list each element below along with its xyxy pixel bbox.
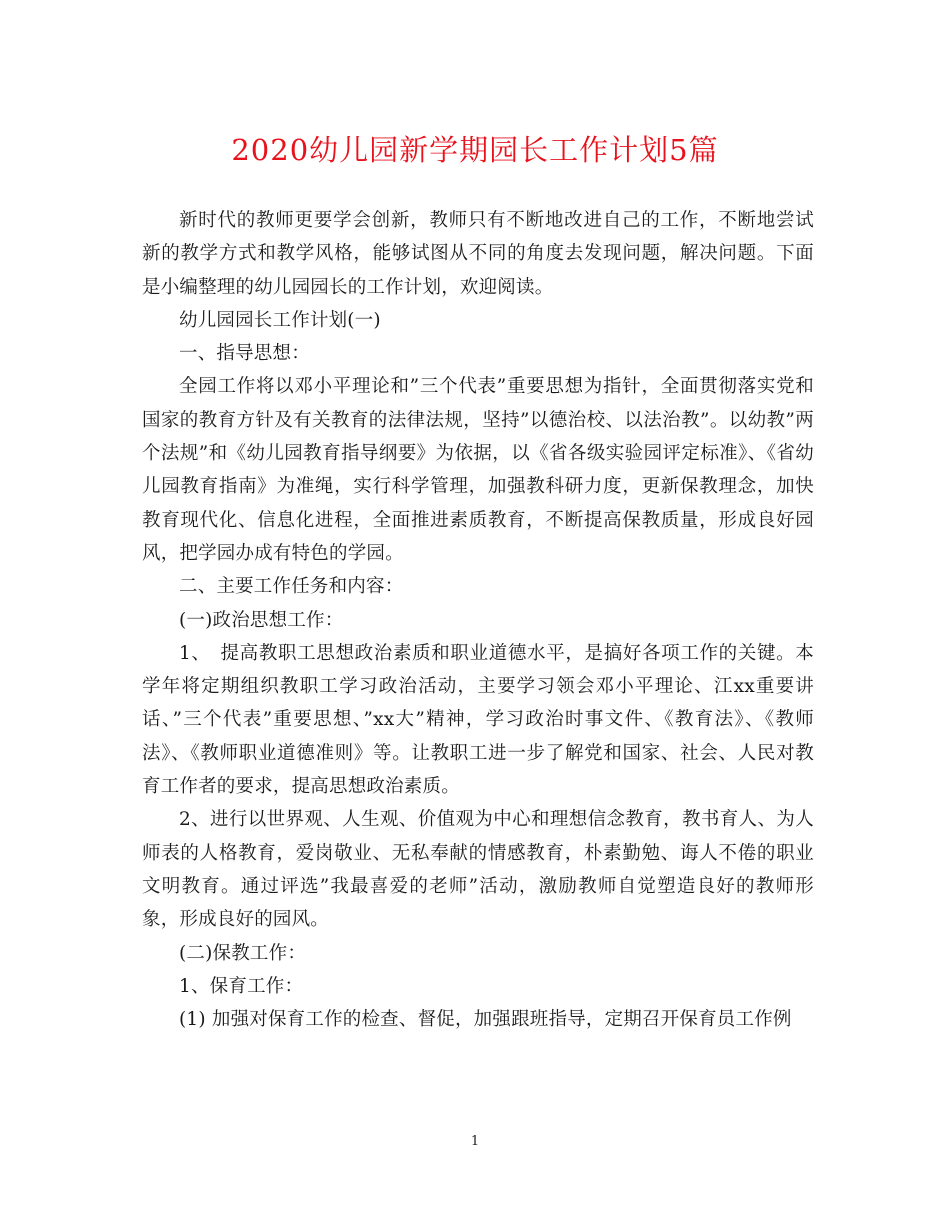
- subsection-heading-political-work: (一)政治思想工作：: [179, 609, 344, 631]
- document-title: 2020幼儿园新学期园长工作计划5篇: [231, 133, 719, 167]
- section-heading-main-tasks: 二、主要工作任务和内容：: [179, 576, 404, 598]
- political-work-item-1: 1、 提高教职工思想政治素质和职业道德水平，是搞好各项工作的关键。本学年将定期组织教职工学习政治活动，主要学习领会邓小平理论、江xx重要讲话、”三个代表”重要思想、”xx大”精神，学习政治时事文件、《教育法》、《教师法》、《教师职业道德准则》等。让教职工进一步了解党和国家、社会、人民对教育工作者的要求，提高思想政治素质。: [142, 642, 814, 798]
- document-body: [142, 204, 814, 1036]
- guiding-ideology-paragraph: 全园工作将以邓小平理论和”三个代表”重要思想为指针，全面贯彻落实党和国家的教育方针及有关教育的法律法规，坚持”以德治校、以法治教”。以幼教”两个法规”和《幼儿园教育指导纲要》为依据，以《省各级实验园评定标准》、《省幼儿园教育指南》为准绳，实行科学管理，加强教科研力度，更新保教理念，加快教育现代化、信息化进程，全面推进素质教育，不断提高保教质量，形成良好园风，把学园办成有特色的学园。: [142, 376, 814, 564]
- subsection-heading-care-education: (二)保教工作：: [179, 942, 307, 964]
- care-work-item-1: (1) 加强对保育工作的检查、督促，加强跟班指导，定期召开保育员工作例: [179, 1009, 792, 1031]
- care-work-heading: 1、保育工作：: [179, 975, 304, 997]
- section-heading-guiding-ideology: 一、指导思想：: [179, 343, 310, 365]
- political-work-item-2: 2、进行以世界观、人生观、价值观为中心和理想信念教育，教书育人、为人师表的人格教育，爱岗敬业、无私奉献的情感教育，朴素勤勉、诲人不倦的职业文明教育。通过评选”我最喜爱的老师”活动，激励教师自觉塑造良好的教师形象，形成良好的园风。: [142, 809, 814, 931]
- intro-paragraph: 新时代的教师更要学会创新，教师只有不断地改进自己的工作，不断地尝试新的教学方式和教学风格，能够试图从不同的角度去发现问题，解决问题。下面是小编整理的幼儿园园长的工作计划，欢迎阅读。: [142, 210, 814, 298]
- plan-heading: 幼儿园园长工作计划(一): [179, 309, 381, 331]
- page-number: 1: [470, 1134, 480, 1149]
